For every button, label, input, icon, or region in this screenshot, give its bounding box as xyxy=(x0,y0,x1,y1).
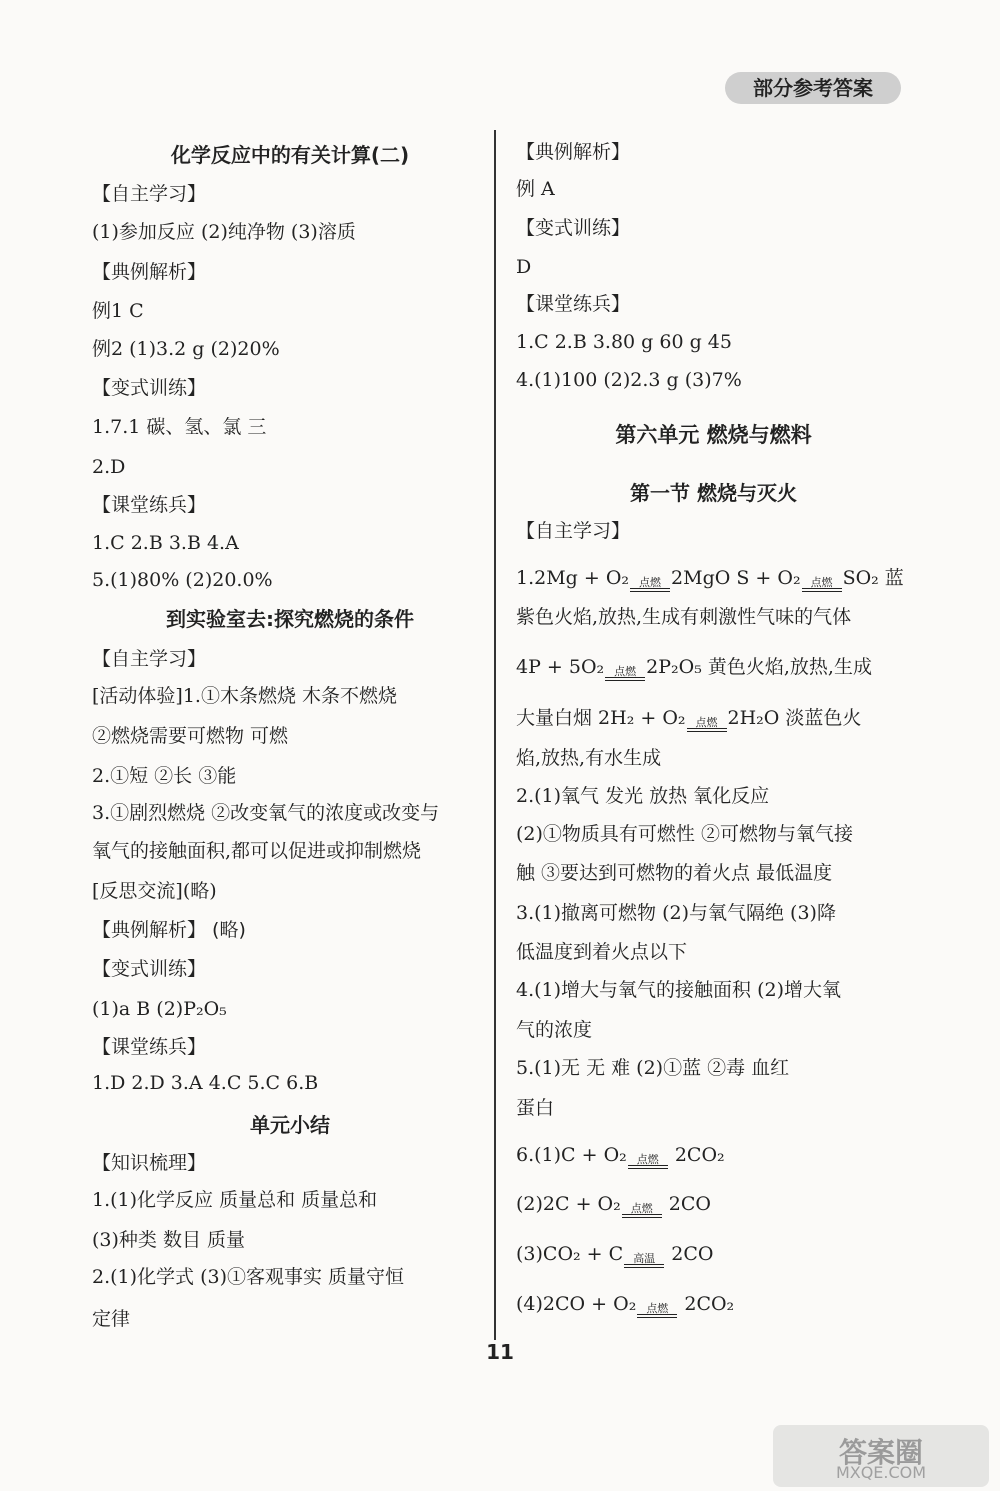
answer-line: 1.C 2.B 3.B 4.A xyxy=(92,532,239,554)
subsection-label: 【典例解析】 xyxy=(516,141,631,163)
reaction-arrow xyxy=(637,1303,677,1318)
reaction-arrow xyxy=(630,577,670,592)
subsection-label: 【典例解析】 (略) xyxy=(92,919,246,941)
section-title: 化学反应中的有关计算(二) xyxy=(170,143,410,167)
reaction-condition: 点燃 xyxy=(614,665,637,678)
answer-line: 5.(1)无 无 难 (2)①蓝 ②毒 血红 xyxy=(516,1057,790,1079)
answer-line: 1.7.1 碳、氢、氯 三 xyxy=(92,416,267,438)
reaction-arrow xyxy=(605,666,645,681)
reaction-condition: 点燃 xyxy=(646,1302,669,1315)
answer-line: 4.(1)100 (2)2.3 g (3)7% xyxy=(516,369,742,391)
reaction-arrow xyxy=(624,1253,664,1268)
equation-line xyxy=(516,706,861,732)
answer-line: 焰,放热,有水生成 xyxy=(516,747,662,769)
equation-text: (2)2C + O₂ xyxy=(516,1193,621,1215)
equation-line xyxy=(516,1242,713,1268)
subsection-label: 【自主学习】 xyxy=(516,520,631,542)
page-number: 11 xyxy=(486,1340,514,1364)
subsection-label: 【典例解析】 xyxy=(92,261,207,283)
answer-line: 3.(1)撤离可燃物 (2)与氧气隔绝 (3)降 xyxy=(516,902,836,924)
equation-text: 2H₂O 淡蓝色火 xyxy=(727,707,862,729)
equation-text: 2CO₂ xyxy=(674,1144,725,1166)
section-badge: 部分参考答案 xyxy=(725,72,901,104)
equation-line xyxy=(516,1292,734,1318)
watermark-text: 答案圈 xyxy=(838,1436,923,1469)
answer-line: 气的浓度 xyxy=(516,1019,593,1041)
answer-line: 蛋白 xyxy=(516,1097,555,1119)
unit-title: 第六单元 燃烧与燃料 xyxy=(615,423,812,447)
watermark-logo xyxy=(773,1425,989,1487)
answer-line: 例 A xyxy=(516,178,555,200)
equation-text: 2P₂O₅ 黄色火焰,放热,生成 xyxy=(646,656,872,678)
equation-text: 2CO xyxy=(668,1193,711,1215)
answer-line: [反思交流](略) xyxy=(92,880,217,902)
answer-line: 定律 xyxy=(92,1308,131,1330)
reaction-condition: 点燃 xyxy=(810,576,833,589)
reaction-condition: 点燃 xyxy=(630,1202,653,1215)
answer-line: 2.(1)氧气 发光 放热 氧化反应 xyxy=(516,785,770,807)
reaction-arrow xyxy=(622,1203,662,1218)
subsection-label: 【变式训练】 xyxy=(92,377,207,399)
answer-line: 例1 C xyxy=(92,300,144,322)
answer-line: 1.D 2.D 3.A 4.C 5.C 6.B xyxy=(92,1072,319,1094)
watermark-url: MXQE.COM xyxy=(835,1463,927,1482)
equation-line xyxy=(516,1143,725,1169)
answer-line: 2.①短 ②长 ③能 xyxy=(92,765,237,787)
answer-line: 1.C 2.B 3.80 g 60 g 45 xyxy=(516,331,732,353)
answer-line: (2)①物质具有可燃性 ②可燃物与氧气接 xyxy=(516,823,853,845)
equation-text: 2CO xyxy=(671,1243,714,1265)
section-title: 到实验室去:探究燃烧的条件 xyxy=(166,607,414,631)
equation-line xyxy=(516,655,872,681)
answer-line: 例2 (1)3.2 g (2)20% xyxy=(92,338,280,360)
subsection-label: 【变式训练】 xyxy=(92,958,207,980)
subsection-label: 【变式训练】 xyxy=(516,217,631,239)
answer-line: 1.(1)化学反应 质量总和 质量总和 xyxy=(92,1189,378,1211)
answer-line: 3.①剧烈燃烧 ②改变氧气的浓度或改变与 xyxy=(92,802,440,824)
equation-line xyxy=(516,566,904,592)
equation-text: SO₂ 蓝 xyxy=(842,567,904,589)
reaction-condition: 点燃 xyxy=(636,1153,659,1166)
equation-text: 大量白烟 2H₂ + O₂ xyxy=(516,707,686,729)
equation-text: 2CO₂ xyxy=(684,1293,735,1315)
reaction-condition: 高温 xyxy=(633,1252,656,1265)
answer-line: (1)参加反应 (2)纯净物 (3)溶质 xyxy=(92,221,356,243)
equation-line xyxy=(516,1192,711,1218)
reaction-condition: 点燃 xyxy=(639,576,662,589)
reaction-arrow xyxy=(628,1154,668,1169)
answer-line: 2.(1)化学式 (3)①客观事实 质量守恒 xyxy=(92,1266,405,1288)
reaction-arrow xyxy=(802,577,842,592)
answer-line: 低温度到着火点以下 xyxy=(516,941,688,963)
answer-line: 紫色火焰,放热,生成有刺激性气味的气体 xyxy=(516,606,852,628)
answer-line: [活动体验]1.①木条燃烧 木条不燃烧 xyxy=(92,685,397,707)
answer-line: (3)种类 数目 质量 xyxy=(92,1229,245,1251)
reaction-condition: 点燃 xyxy=(695,716,718,729)
answer-line: 5.(1)80% (2)20.0% xyxy=(92,569,273,591)
subsection-label: 【知识梳理】 xyxy=(92,1152,207,1174)
column-divider xyxy=(494,130,496,1340)
equation-text: 6.(1)C + O₂ xyxy=(516,1144,627,1166)
equation-text: 1.2Mg + O₂ xyxy=(516,567,630,589)
answer-line: 4.(1)增大与氧气的接触面积 (2)增大氧 xyxy=(516,979,841,1001)
equation-text: (4)2CO + O₂ xyxy=(516,1293,637,1315)
subsection-label: 【课堂练兵】 xyxy=(516,293,631,315)
reaction-arrow xyxy=(687,717,727,732)
subsection-label: 【课堂练兵】 xyxy=(92,1036,207,1058)
subsection-label: 【自主学习】 xyxy=(92,648,207,670)
answer-line: ②燃烧需要可燃物 可燃 xyxy=(92,725,289,747)
equation-text: (3)CO₂ + C xyxy=(516,1243,624,1265)
section-title: 第一节 燃烧与灭火 xyxy=(630,481,797,505)
subsection-label: 【自主学习】 xyxy=(92,183,207,205)
answer-line: 触 ③要达到可燃物的着火点 最低温度 xyxy=(516,862,833,884)
answer-line: D xyxy=(516,256,532,278)
subsection-label: 【课堂练兵】 xyxy=(92,494,207,516)
answer-line: 2.D xyxy=(92,456,126,478)
answer-line: (1)a B (2)P₂O₅ xyxy=(92,998,227,1020)
equation-text: 4P + 5O₂ xyxy=(516,656,605,678)
answer-line: 氧气的接触面积,都可以促进或抑制燃烧 xyxy=(92,840,422,862)
equation-text: 2MgO S + O₂ xyxy=(671,567,801,589)
section-title: 单元小结 xyxy=(250,1113,330,1137)
